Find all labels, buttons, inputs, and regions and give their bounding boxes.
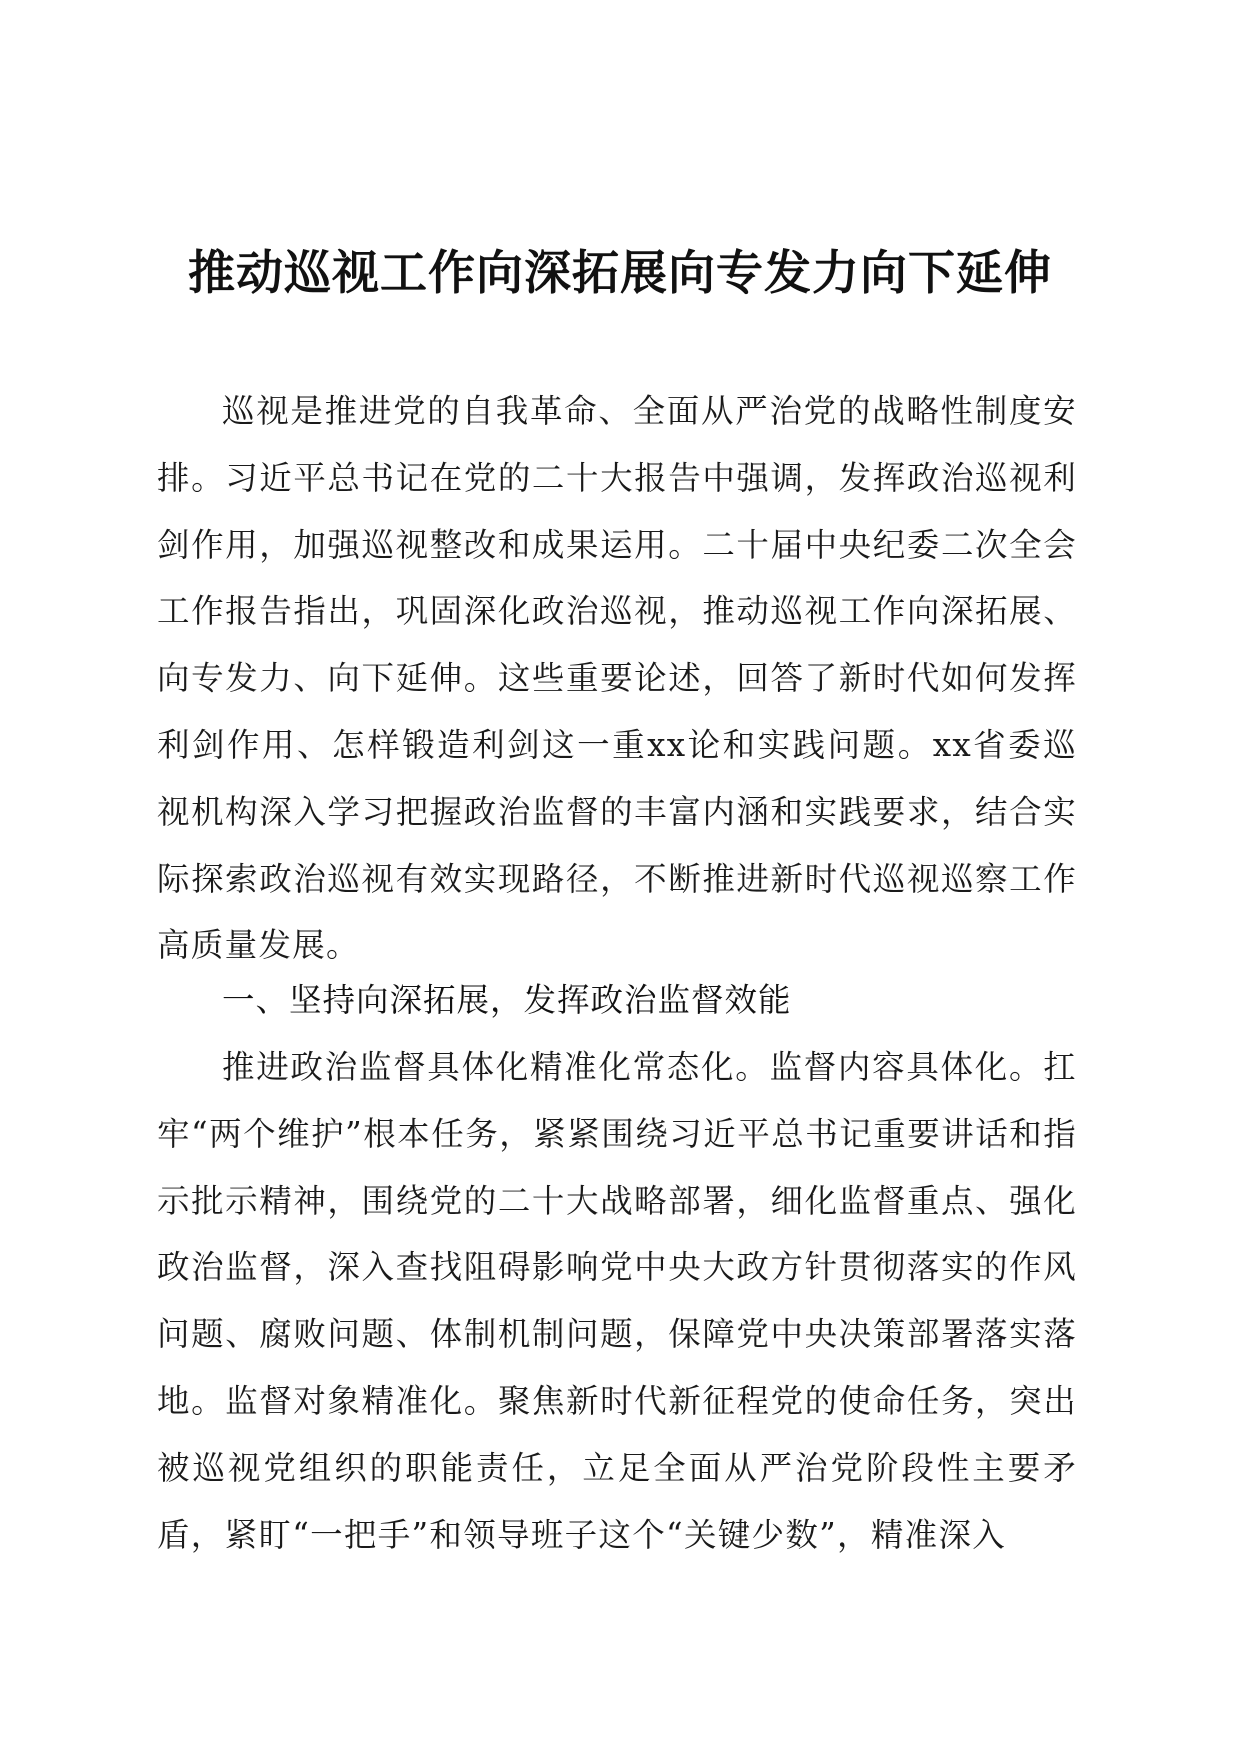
document-title: 推动巡视工作向深拓展向专发力向下延伸 — [188, 246, 1052, 301]
section-paragraph: 推进政治监督具体化精准化常态化。监督内容具体化。扛牢“两个维护”根本任务，紧紧围绕习近平总书记重要讲话和指示批示精神，围绕党的二十大战略部署，细化监督重点、强化政治监督，深入查找阻碍影响党中央大政方针贯彻落实的作风问题、腐败问题、体制机制问题，保障党中央决策部署落实落地。监督对象精准化。聚焦新时代新征程党的使命任务，突出被巡视党组织的职能责任，立足全面从严治党阶段性主要矛盾，紧盯“一把手”和领导班子这个“关键少数”，精准深入 — [157, 1048, 1077, 1554]
intro-paragraph: 巡视是推进党的自我革命、全面从严治党的战略性制度安排。习近平总书记在党的二十大报告中强调，发挥政治巡视利剑作用，加强巡视整改和成果运用。二十届中央纪委二次全会工作报告指出，巩固深化政治巡视，推动巡视工作向深拓展、向专发力、向下延伸。这些重要论述，回答了新时代如何发挥利剑作用、怎样锻造利剑这一重xx论和实践问题。xx省委巡视机构深入学习把握政治监督的丰富内涵和实践要求，结合实际探索政治巡视有效实现路径，不断推进新时代巡视巡察工作高质量发展。 — [157, 392, 1077, 965]
section-heading: 一、坚持向深拓展，发挥政治监督效能 — [222, 981, 792, 1019]
